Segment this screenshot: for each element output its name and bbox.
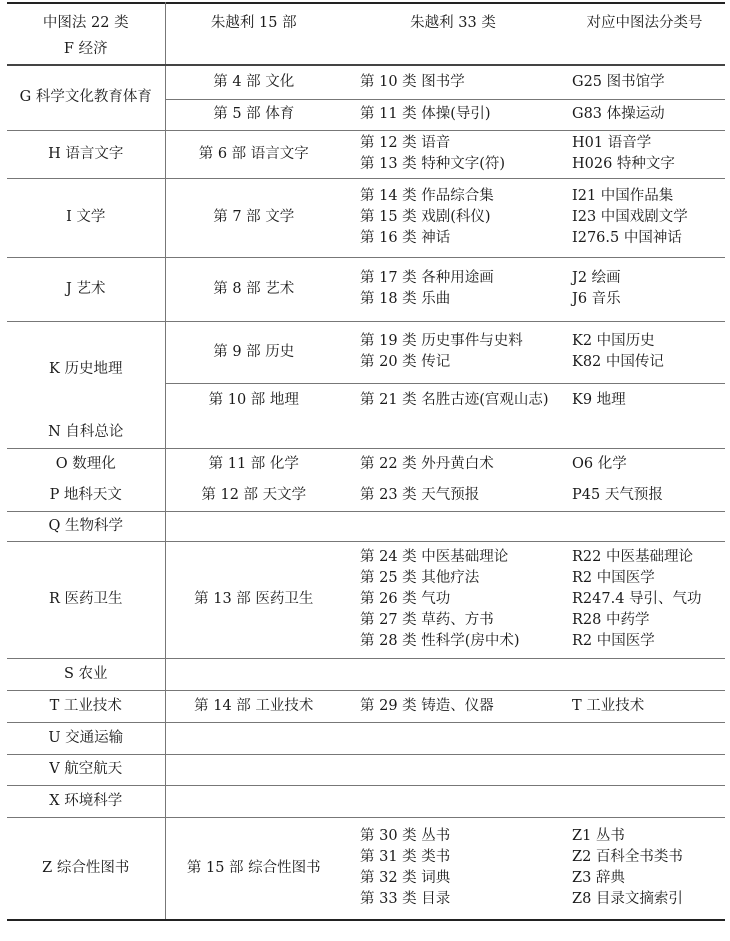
table-row bbox=[7, 480, 725, 511]
table-header-row bbox=[7, 2, 725, 65]
table-row bbox=[7, 817, 725, 920]
cell-class-k: K 历史地理 bbox=[49, 360, 123, 377]
cell-part: 第 8 部 艺术 bbox=[165, 257, 342, 321]
cell-class-i: I 文学 bbox=[7, 178, 165, 257]
cell-zhongtufa-code: K9 地理 bbox=[572, 391, 626, 408]
header-duiying-cell bbox=[564, 2, 725, 65]
table-row bbox=[7, 722, 725, 754]
header-zhuyueli33: 朱越利 33 类 bbox=[410, 15, 496, 31]
cell-part: 第 14 部 工业技术 bbox=[165, 690, 342, 722]
cell-class-n: N 自科总论 bbox=[7, 417, 165, 448]
table-row bbox=[7, 130, 725, 178]
cell-class-z: Z 综合性图书 bbox=[7, 817, 165, 920]
table-row bbox=[7, 257, 725, 321]
cell-zhongtufa-code: I21 中国作品集 I23 中国戏剧文学 I276.5 中国神话 bbox=[564, 178, 725, 257]
table-row bbox=[7, 65, 725, 99]
cell-zhuyueli-class: 第 19 类 历史事件与史料 第 20 类 传记 bbox=[342, 321, 564, 383]
cell-zhongtufa-code: K2 中国历史 K82 中国传记 bbox=[564, 321, 725, 383]
cell-zhongtufa-code: J2 绘画 J6 音乐 bbox=[564, 257, 725, 321]
cell-zhuyueli-class: 第 10 类 图书学 bbox=[342, 65, 564, 99]
cell-zhongtufa-code: P45 天气预报 bbox=[564, 480, 725, 511]
table-row bbox=[7, 321, 725, 383]
cell-class-o: O 数理化 bbox=[55, 455, 116, 472]
cell-part: 第 12 部 天文学 bbox=[165, 480, 342, 511]
cell-zhuyueli-class: 第 23 类 天气预报 bbox=[342, 480, 564, 511]
cell-class-t: T 工业技术 bbox=[7, 690, 165, 722]
table-row bbox=[7, 511, 725, 541]
table-row bbox=[7, 754, 725, 785]
cell-part: 第 11 部 化学 bbox=[165, 448, 342, 480]
table-row bbox=[7, 541, 725, 658]
cell-class-x: X 环境科学 bbox=[7, 785, 165, 817]
cell-zhuyueli-class: 第 29 类 铸造、仪器 bbox=[342, 690, 564, 722]
header-zhuyueli15: 朱越利 15 部 bbox=[210, 15, 297, 31]
cell-part: 第 4 部 文化 bbox=[165, 65, 342, 99]
cell-zhuyueli-class: 第 24 类 中医基础理论 第 25 类 其他疗法 第 26 类 气功 第 27 类 草药、方书 第 28 类 性科学(房中术) bbox=[342, 541, 564, 658]
cell-part: 第 5 部 体育 bbox=[165, 99, 342, 130]
header-zhongtufa-sub: F 经济 bbox=[63, 41, 108, 57]
header-zhongtufa-cell bbox=[7, 2, 165, 65]
table-row bbox=[7, 417, 725, 448]
cell-zhuyueli-class: 第 17 类 各种用途画 第 18 类 乐曲 bbox=[342, 257, 564, 321]
cell-part: 第 10 部 地理 bbox=[165, 383, 342, 417]
cell-class-r: R 医药卫生 bbox=[7, 541, 165, 658]
header-duiying: 对应中图法分类号 bbox=[586, 15, 703, 31]
cell-part: 第 15 部 综合性图书 bbox=[165, 817, 342, 920]
cell-zhuyueli-class: 第 14 类 作品综合集 第 15 类 戏剧(科仪) 第 16 类 神话 bbox=[342, 178, 564, 257]
classification-table bbox=[7, 2, 725, 921]
cell-class-v: V 航空航天 bbox=[7, 754, 165, 785]
table-row bbox=[7, 785, 725, 817]
cell-part: 第 7 部 文学 bbox=[165, 178, 342, 257]
header-zhongtufa: 中图法 22 类 bbox=[42, 15, 129, 31]
cell-class-j: J 艺术 bbox=[7, 257, 165, 321]
cell-class-s: S 农业 bbox=[7, 658, 165, 690]
cell-class-q: Q 生物科学 bbox=[7, 511, 165, 541]
cell-zhuyueli-class: 第 12 类 语音 第 13 类 特种文字(符) bbox=[342, 130, 564, 178]
table-row bbox=[7, 178, 725, 257]
cell-class-h: H 语言文字 bbox=[7, 130, 165, 178]
cell-zhongtufa-code: O6 化学 bbox=[572, 455, 627, 472]
cell-part: 第 6 部 语言文字 bbox=[165, 130, 342, 178]
cell-class-p: P 地科天文 bbox=[7, 480, 165, 511]
cell-zhongtufa-code: Z1 丛书 Z2 百科全书类书 Z3 辞典 Z8 目录文摘索引 bbox=[564, 817, 725, 920]
table-row bbox=[7, 448, 725, 480]
cell-zhongtufa-code: G25 图书馆学 bbox=[564, 65, 725, 99]
cell-zhongtufa-code: G83 体操运动 bbox=[564, 99, 725, 130]
cell-part: 第 9 部 历史 bbox=[165, 321, 342, 383]
cell-zhuyueli-class: 第 11 类 体操(导引) bbox=[342, 99, 564, 130]
table-row bbox=[7, 690, 725, 722]
header-zhuyueli33-cell bbox=[342, 2, 564, 65]
cell-class-g: G 科学文化教育体育 bbox=[7, 65, 165, 130]
cell-class-u: U 交通运输 bbox=[7, 722, 165, 754]
cell-part: 第 13 部 医药卫生 bbox=[165, 541, 342, 658]
cell-zhongtufa-code: R22 中医基础理论 R2 中国医学 R247.4 导引、气功 R28 中药学 R2 中国医学 bbox=[564, 541, 725, 658]
cell-zhuyueli-class: 第 30 类 丛书 第 31 类 类书 第 32 类 词典 第 33 类 目录 bbox=[342, 817, 564, 920]
table-row bbox=[7, 658, 725, 690]
cell-zhongtufa-code: T 工业技术 bbox=[564, 690, 725, 722]
cell-zhuyueli-class: 第 22 类 外丹黄白术 bbox=[360, 455, 494, 472]
header-zhuyueli15-cell bbox=[165, 2, 342, 65]
cell-zhuyueli-class: 第 21 类 名胜古迹(宫观山志) bbox=[360, 391, 549, 408]
cell-zhongtufa-code: H01 语音学 H026 特种文字 bbox=[564, 130, 725, 178]
